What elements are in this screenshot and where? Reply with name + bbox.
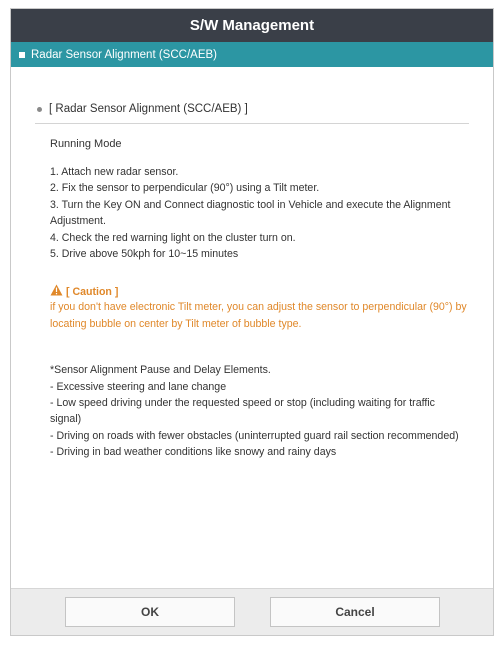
caution-heading [35,284,469,299]
caution-text: if you don't have electronic Tilt meter, you can adjust the sensor to perpendicular (90°) by locating bubble on center by Tilt meter of bubble type. [50,301,467,330]
sw-management-dialog [10,8,494,636]
pause-section [35,362,469,460]
section-heading-text: [ Radar Sensor Alignment (SCC/AEB) ] [49,103,248,115]
dialog-footer [11,588,493,635]
pause-item: - Driving on roads with fewer obstacles (uninterrupted guard rail section recommended) [50,429,459,442]
square-marker-icon [19,52,25,58]
steps-list [35,164,469,262]
pause-item: - Low speed driving under the requested speed or stop (including waiting for traffic signal) [50,397,435,426]
subheader-bar [11,42,493,67]
bullet-dot-icon [37,107,42,112]
ok-button[interactable]: OK [65,597,235,627]
dialog-content [11,103,493,461]
cancel-button[interactable]: Cancel [270,597,440,627]
step-item: 2. Fix the sensor to perpendicular (90°) using a Tilt meter. [50,182,320,195]
step-item: 1. Attach new radar sensor. [50,166,179,178]
section-heading [35,103,469,115]
pause-item: - Excessive steering and lane change [50,380,227,393]
step-item: 5. Drive above 50kph for 10~15 minutes [50,248,239,261]
dialog-title: S/W Management [189,17,315,34]
divider [35,123,469,124]
pause-item: - Driving in bad weather conditions like snowy and rainy days [50,446,337,459]
subheader-label: Radar Sensor Alignment (SCC/AEB) [31,48,217,61]
step-item: 4. Check the red warning light on the cluster turn on. [50,231,296,244]
running-mode-label: Running Mode [50,138,122,150]
warning-triangle-icon [50,284,63,299]
step-item: 3. Turn the Key ON and Connect diagnostic tool in Vehicle and execute the Alignment Adjustment. [50,198,451,228]
pause-heading: *Sensor Alignment Pause and Delay Elements. [50,364,271,377]
caution-heading-text: [ Caution ] [66,285,119,298]
dialog-titlebar [11,9,493,42]
